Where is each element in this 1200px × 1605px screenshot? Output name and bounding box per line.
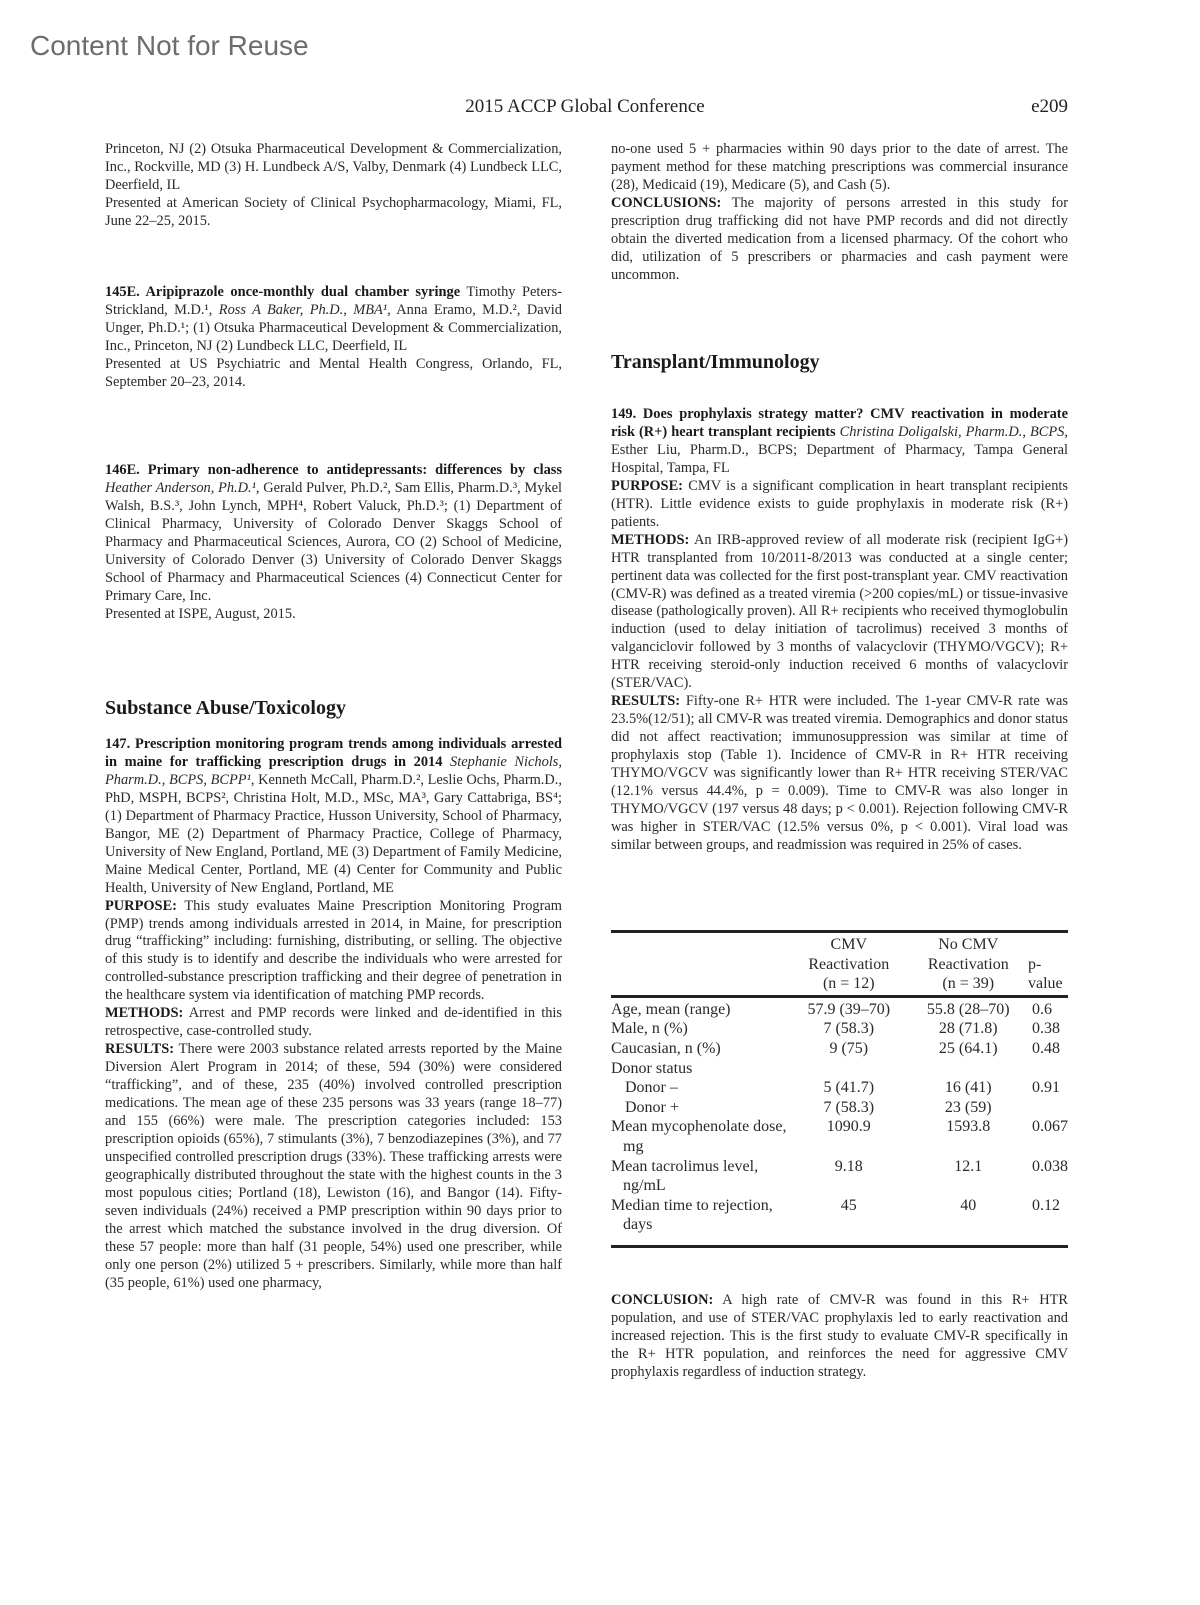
header-line: Reactivation	[927, 955, 1009, 973]
author-italic: Christina Doligalski, Pharm.D., BCPS	[839, 423, 1065, 440]
body-text	[442, 754, 450, 770]
section-heading-transplant-immunology: Transplant/Immunology	[611, 351, 820, 373]
bold-text: 149. Does prophylaxis strategy matter? CMV reactivation in moderate risk (R+) heart transplant recipients	[611, 406, 1068, 440]
body-text: Princeton, NJ (2) Otsuka Pharmaceutical Development & Commercialization, Inc., Rockville, MD (3) H. Lundbeck A/S, Valby, Denmark (4) Lundbeck LLC, Deerfield, IL	[105, 141, 562, 193]
paragraph	[611, 141, 1068, 285]
no-cmv-value: 1593.8	[946, 1118, 991, 1136]
body-text: Timothy Peters-Strickland, M.D.¹,	[105, 284, 562, 318]
page-number: e209	[1031, 96, 1068, 117]
row-label: Male, n (%)	[611, 1020, 688, 1038]
table-row	[611, 1019, 1068, 1039]
table-row	[611, 1098, 1068, 1118]
no-cmv-value: 55.8 (28–70)	[926, 1000, 1010, 1018]
cmv-value: 9.18	[834, 1157, 863, 1175]
abstract-147	[105, 736, 562, 1293]
row-label: Mean tacrolimus level, ng/mL	[611, 1157, 759, 1195]
paragraph	[105, 462, 562, 624]
p-value: 0.067	[1032, 1118, 1068, 1136]
paragraph	[611, 1292, 1068, 1382]
table-header-row	[611, 932, 1068, 997]
body-text: , Gerald Pulver, Ph.D.², Sam Ellis, Pharm.D.³, Mykel Walsh, B.S.³, John Lynch, MPH⁴, Robert Valuck, Ph.D.³; (1) Department of Clinical Pharmacy, University of Colorado Denver Skaggs School of Pharmacy and Pharmaceutical Sciences, Aurora, CO (2) School of Medicine, University of Colorado Denver (3) University of Colorado Denver Skaggs School of Pharmacy and Pharmaceutical Sciences (4) Connecticut Center for Primary Care, Inc.	[105, 479, 562, 604]
body-text: There were 2003 substance related arrests reported by the Maine Diversion Alert Program in 2014; of these, 594 (30%) were considered “trafficking”, and of these, 235 (40%) involved controlled prescription medications. The mean age of these 235 persons was 33 years (range 18–77) and 155 (66%) were male. The prescription categories included: 153 prescription opioids (65%), 7 stimulants (3%), 7 benzodiazepines (3%), and 77 unspecified controlled prescription drugs (33%). These trafficking arrests were geographically distributed throughout the state with the highest counts in the 3 most populous cities; Portland (18), Lewiston (16), and Bangor (14). Fifty-seven individuals (24%) received a PMP prescription within 90 days prior to the arrest which matched the substance involved in the drug diversion. Of these 57 people: more than half (31 people, 54%) used one prescriber, while only one person (2%) utilized 5 + prescribers. Similarly, while more than half (35 people, 61%) used one pharmacy,	[105, 1041, 562, 1291]
no-cmv-value	[909, 1059, 1028, 1079]
body-text: Arrest and PMP records were linked and de-identified in this retrospective, case-controlled study.	[105, 1005, 562, 1040]
body-text: An IRB-approved review of all moderate risk (recipient IgG+) HTR transplanted from 10/2011-8/2013 was conducted at a single center; pertinent data was collected for the first post-transplant year. CMV reactivation (CMV-R) was defined as a treated viremia (>200 copies/mL) or tissue-invasive disease (pathologically proven). All R+ recipients who received thymoglobulin induction (used to delay initiation of tacrolimus) received 3 months of valganciclovir followed by 3 months of valacyclovir (THYMO/VGCV); R+ HTR receiving steroid-only induction received 6 months of valacyclovir (STER/VAC).	[611, 531, 1068, 692]
row-label: Donor status	[611, 1059, 693, 1077]
author-italic: Stephanie Nichols, Pharm.D., BCPS, BCPP¹	[105, 753, 562, 788]
abstract-146e	[105, 462, 562, 624]
table-header-no-cmv	[909, 932, 1028, 997]
row-label: Age, mean (range)	[611, 1000, 731, 1018]
no-cmv-value: 16 (41)	[944, 1079, 992, 1097]
row-label: Donor –	[625, 1079, 678, 1097]
cmv-value: 1090.9	[826, 1118, 871, 1136]
no-cmv-value: 12.1	[954, 1157, 983, 1175]
header-line: Reactivation	[808, 955, 890, 973]
author-italic: Heather Anderson, Ph.D.¹	[105, 479, 256, 496]
cmv-value: 5 (41.7)	[823, 1079, 875, 1097]
bold-text: PURPOSE:	[611, 477, 683, 494]
bold-text: PURPOSE:	[105, 897, 177, 914]
abstract-145e	[105, 284, 562, 392]
bold-text: 147. Prescription monitoring program trends among individuals arrested in maine for trafficking prescription drugs in 2014	[105, 736, 562, 770]
bold-text: CONCLUSIONS:	[611, 194, 722, 211]
p-value	[1028, 1098, 1068, 1118]
bold-text: METHODS:	[105, 1005, 184, 1022]
table-row	[611, 996, 1068, 1019]
header-line: CMV	[830, 936, 867, 953]
p-value: 0.6	[1032, 1000, 1052, 1018]
body-text: The majority of persons arrested in this study for prescription drug trafficking did not have PMP records and did not directly obtain the diverted medication from a licensed pharmacy. Of the cohort who did, utilization of 5 prescribers or pharmacies and cash payment were uncommon.	[611, 194, 1068, 283]
cmv-value: 57.9 (39–70)	[807, 1000, 891, 1018]
row-label: Caucasian, n (%)	[611, 1039, 721, 1057]
table-row	[611, 1196, 1068, 1247]
bold-text: RESULTS:	[105, 1041, 175, 1058]
abstract-149	[611, 406, 1068, 855]
cmv-value: 9 (75)	[829, 1039, 869, 1057]
table-header-p-value: p-value	[1028, 955, 1063, 993]
running-header-title: 2015 ACCP Global Conference	[465, 96, 705, 117]
bold-text: METHODS:	[611, 531, 690, 548]
body-text: CMV is a significant complication in heart transplant recipients (HTR). Little evidence exists to guide prophylaxis in moderate risk (R+) patients.	[611, 477, 1068, 530]
table-row	[611, 1059, 1068, 1079]
table-row	[611, 1157, 1068, 1196]
body-text: This study evaluates Maine Prescription Monitoring Program (PMP) trends among individuals arrested in 2014, in Maine, for prescription drug “trafficking” including: furnishing, distributing, or selling. The objective of this study is to identify and describe the individuals who were arrested for controlled-substance prescription trafficking and their degree of penetration in the healthcare system via identification of matching PMP records.	[105, 897, 562, 1004]
header-line: (n = 12)	[822, 975, 875, 993]
abstract-149-conclusion	[611, 1292, 1068, 1382]
body-text: , Kenneth McCall, Pharm.D.², Leslie Ochs, Pharm.D., PhD, MSPH, BCPS², Christina Holt, M.D., MSc, MA³, Gary Cattabriga, BS⁴; (1) Department of Pharmacy Practice, Husson University, School of Pharmacy, Bangor, ME (2) Department of Pharmacy Practice, College of Pharmacy, University of New England, Portland, ME (3) Department of Family Medicine, Maine Medical Center, Portland, ME (4) Center for Community and Public Health, University of New England, Portland, ME	[105, 771, 562, 896]
section-heading-substance-abuse: Substance Abuse/Toxicology	[105, 697, 346, 719]
no-cmv-value: 28 (71.8)	[938, 1020, 998, 1038]
author-italic: Ross A Baker, Ph.D., MBA¹	[218, 301, 388, 318]
bold-text: 146E. Primary non-adherence to antidepressants: differences by class	[105, 462, 562, 478]
watermark: Content Not for Reuse	[30, 30, 309, 61]
no-cmv-value: 25 (64.1)	[938, 1039, 998, 1057]
table-row	[611, 1039, 1068, 1059]
body-text: Presented at US Psychiatric and Mental Health Congress, Orlando, FL, September 20–23, 2014.	[105, 355, 562, 390]
paragraph	[105, 284, 562, 392]
row-label: Median time to rejection, days	[611, 1196, 773, 1234]
results-table	[611, 930, 1068, 1248]
p-value: 0.48	[1032, 1039, 1060, 1057]
body-text: Presented at American Society of Clinical Psychopharmacology, Miami, FL, June 22–25, 2015.	[105, 194, 562, 229]
body-text: Presented at ISPE, August, 2015.	[105, 605, 296, 622]
body-text: A high rate of CMV-R was found in this R+ HTR population, and use of STER/VAC prophylaxis led to early reactivation and increased rejection. This is the first study to evaluate CMV-R specifically in the R+ HTR population, and reinforces the need for aggressive CMV prophylaxis regardless of induction strategy.	[611, 1292, 1068, 1380]
abstract-147-continuation	[611, 141, 1068, 285]
p-value: 0.91	[1032, 1079, 1060, 1097]
paragraph	[611, 406, 1068, 855]
bold-text: CONCLUSION:	[611, 1292, 714, 1308]
row-label: Donor +	[625, 1098, 679, 1116]
body-text: Fifty-one R+ HTR were included. The 1-year CMV-R rate was 23.5%(12/51); all CMV-R was treated viremia. Demographics and donor status did not affect reactivation; immunosuppression was similar at time of prophylaxis stop (Table 1). Incidence of CMV-R in R+ HTR receiving THYMO/VGCV was significantly lower than R+ HTR receiving STER/VAC (12.1% versus 44.4%, p = 0.009). Time to CMV-R was also longer in THYMO/VGCV (197 versus 48 days; p < 0.001). Rejection following CMV-R was higher in STER/VAC (12.5% versus 0%, p < 0.001). Viral load was similar between groups, and readmission was required in 25% of cases.	[611, 693, 1068, 853]
table-header-blank	[611, 932, 789, 997]
p-value: 0.12	[1032, 1196, 1060, 1214]
table-row	[611, 1117, 1068, 1156]
body-text: , Anna Eramo, M.D.², David Unger, Ph.D.¹; (1) Otsuka Pharmaceutical Development & Commercialization, Inc., Princeton, NJ (2) Lundbeck LLC, Deerfield, IL	[105, 301, 562, 354]
table-row	[611, 1078, 1068, 1098]
no-cmv-value: 40	[960, 1196, 977, 1214]
bold-text: 145E. Aripiprazole once-monthly dual chamber syringe	[105, 284, 461, 300]
p-value	[1028, 1059, 1068, 1079]
header-line: No CMV	[938, 936, 999, 953]
cmv-value: 7 (58.3)	[823, 1098, 875, 1116]
bold-text: RESULTS:	[611, 693, 681, 710]
row-label: Mean mycophenolate dose, mg	[611, 1118, 787, 1155]
body-text: no-one used 5 + pharmacies within 90 days prior to the date of arrest. The payment method for these matching prescriptions was commercial insurance (28), Medicaid (19), Medicare (5), and Cash (5).	[611, 141, 1068, 193]
p-value: 0.038	[1032, 1157, 1068, 1175]
body-text: , Esther Liu, Pharm.D., BCPS; Department of Pharmacy, Tampa General Hospital, Tampa, FL	[611, 423, 1068, 476]
header-line: (n = 39)	[942, 975, 995, 993]
table-header-cmv	[789, 932, 908, 997]
p-value: 0.38	[1032, 1020, 1060, 1038]
paragraph	[105, 141, 562, 231]
abstract-144-continuation	[105, 141, 562, 231]
no-cmv-value: 23 (59)	[944, 1098, 992, 1116]
paragraph	[105, 736, 562, 1293]
cmv-value: 7 (58.3)	[823, 1020, 875, 1038]
cmv-value: 45	[840, 1196, 857, 1214]
cmv-value	[789, 1059, 908, 1079]
